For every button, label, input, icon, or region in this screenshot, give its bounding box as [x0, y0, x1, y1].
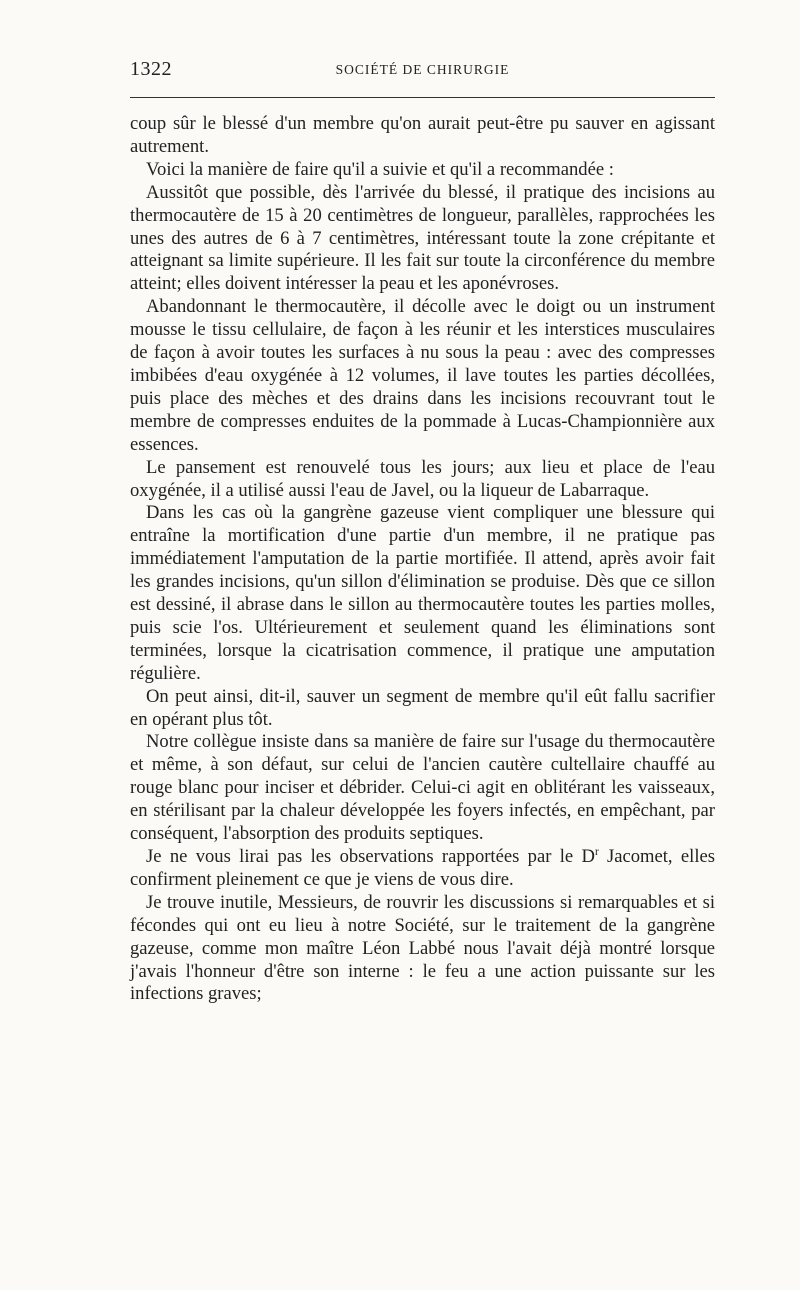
running-title: SOCIÉTÉ DE CHIRURGIE [335, 62, 510, 77]
paragraph: Aussitôt que possible, dès l'arrivée du blessé, il pratique des incisions au thermocautère de 15 à 20 centimètres de longueur, parallèles, rapprochées les unes des autres de 6 à 7 centimètres, intéressant toute la zone crépitante et atteignant sa limite supérieure. Il les fait sur toute la circonférence du membre atteint; elles doivent intéresser la peau et les aponévroses. [130, 181, 715, 295]
paragraph: Abandonnant le thermocautère, il décolle avec le doigt ou un instrument mousse le tissu cellulaire, de façon à les réunir et les interstices musculaires de façon à avoir toutes les surfaces à nu sous la peau : avec des compresses imbibées d'eau oxygénée à 12 volumes, il lave toutes les parties décollées, puis place des mèches et des drains dans les incisions recouvrant tout le membre de compresses enduites de la pommade à Lucas-Championnière aux essences. [130, 296, 715, 455]
body-text [130, 113, 715, 1006]
page-number: 1322 [130, 58, 172, 80]
paragraph: On peut ainsi, dit-il, sauver un segment de membre qu'il eût fallu sacrifier en opérant plus tôt. [130, 685, 715, 730]
paragraph: Notre collègue insiste dans sa manière de faire sur l'usage du thermocautère et même, à son défaut, sur celui de l'ancien cautère cultellaire chauffé au rouge blanc pour inciser et débrider. Celui-ci agit en oblitérant les vaisseaux, en stérilisant par la chaleur développée les foyers infectés, en empêchant, par conséquent, l'absorption des produits septiques. [130, 731, 715, 845]
paragraph [130, 846, 715, 892]
paragraph-text-before: Je ne vous lirai pas les observations rapportées par le D [146, 846, 595, 867]
paragraph-text-after: Jacomet, elles confirment pleinement ce que je viens de vous dire. [130, 846, 715, 890]
header-rule [130, 97, 715, 98]
paragraph: Voici la manière de faire qu'il a suivie et qu'il a recommandée : [146, 158, 614, 180]
paragraph: Je trouve inutile, Messieurs, de rouvrir les discussions si remarquables et si fécondes qui ont eu lieu à notre Société, sur le traitement de la gangrène gazeuse, comme mon maître Léon Labbé nous l'avait déjà montré lorsque j'avais l'honneur d'être son interne : le feu a une action puissante sur les infections graves; [130, 891, 715, 1005]
superscript: r [594, 845, 599, 858]
paragraph: Dans les cas où la gangrène gazeuse vient compliquer une blessure qui entraîne la mortification d'une partie d'un membre, il ne pratique pas immédiatement l'amputation de la partie mortifiée. Il attend, après avoir fait les grandes incisions, qu'un sillon d'élimination se produise. Dès que ce sillon est dessiné, il abrase dans le sillon au thermocautère toutes les parties molles, puis scie l'os. Ultérieurement et seulement quand les éliminations sont terminées, lorsque la cicatrisation commence, il pratique une amputation régulière. [130, 502, 715, 684]
paragraph-continuation: coup sûr le blessé d'un membre qu'on aurait peut-être pu sauver en agissant autrement. [130, 113, 715, 157]
paragraph: Le pansement est renouvelé tous les jours; aux lieu et place de l'eau oxygénée, il a utilisé aussi l'eau de Javel, ou la liqueur de Labarraque. [130, 456, 715, 501]
page-header [130, 58, 715, 82]
